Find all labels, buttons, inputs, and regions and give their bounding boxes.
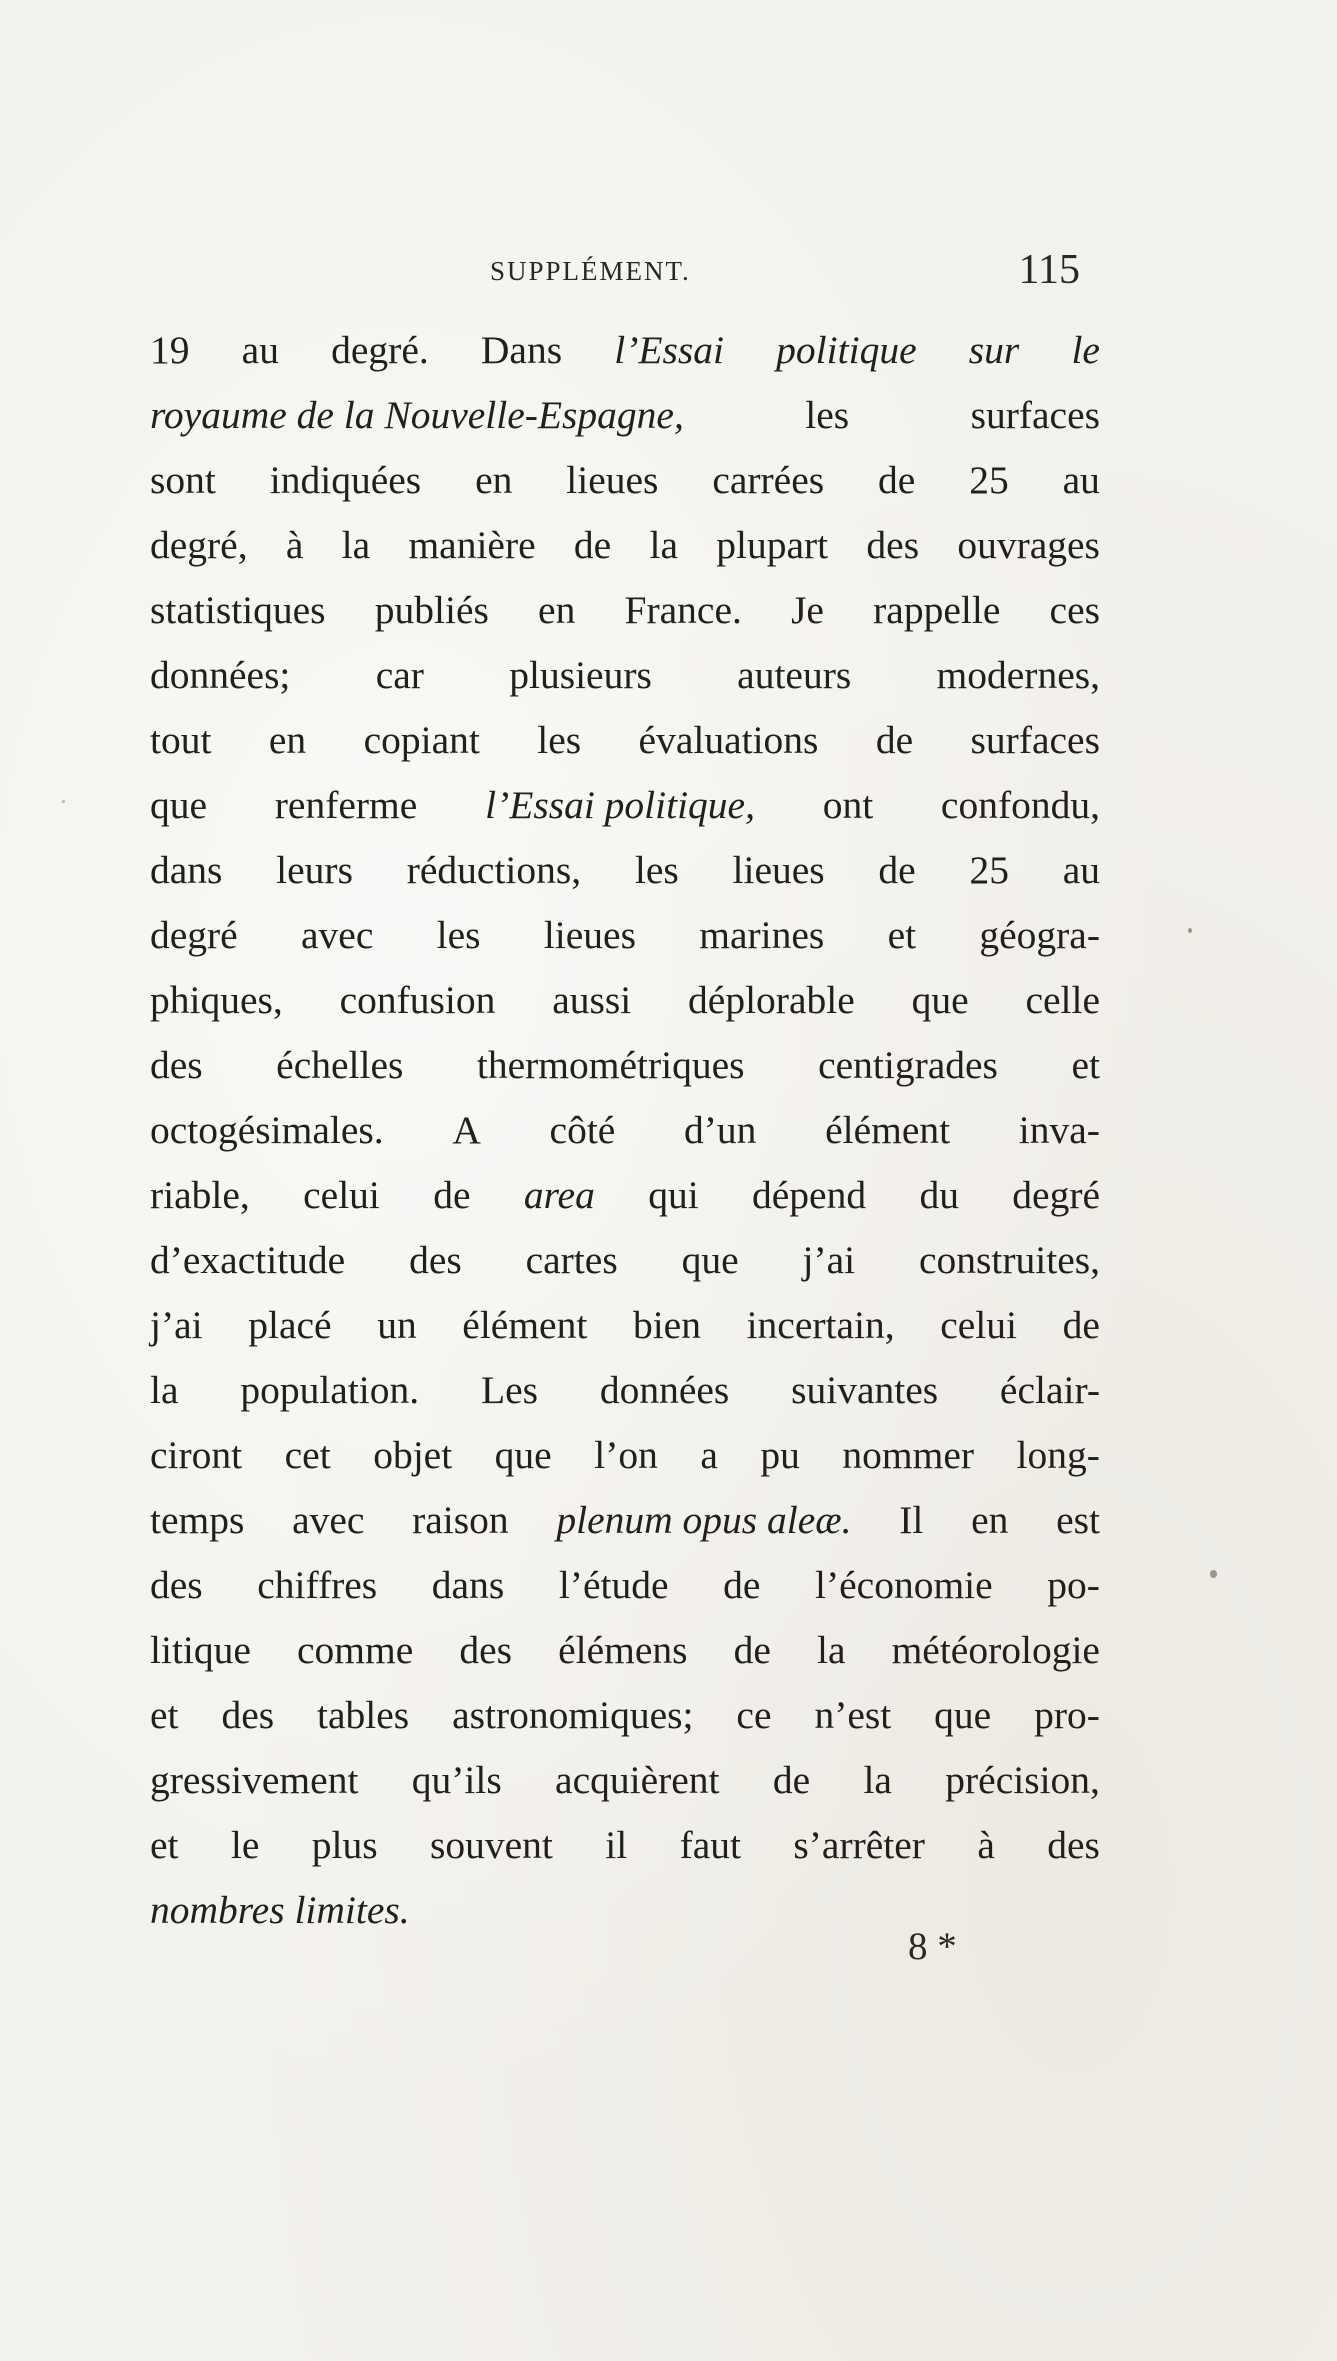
word: Les xyxy=(480,1368,539,1412)
word: dans xyxy=(150,848,223,892)
word: pu xyxy=(760,1433,800,1477)
word: l’étude xyxy=(558,1563,669,1607)
word: dépend xyxy=(752,1173,867,1217)
word: s’arrêter xyxy=(793,1823,925,1867)
word: élémens xyxy=(558,1628,688,1672)
word: modernes, xyxy=(936,653,1100,697)
word: que xyxy=(494,1433,552,1477)
word: placé xyxy=(248,1303,332,1347)
word: temps xyxy=(150,1498,245,1542)
word: po- xyxy=(1047,1563,1100,1607)
word: publiés xyxy=(374,588,489,632)
text-line xyxy=(150,643,1100,708)
word: de xyxy=(772,1758,811,1802)
word: que xyxy=(911,978,969,1022)
word: copiant xyxy=(363,718,480,762)
text-line xyxy=(150,1293,1100,1358)
word: Il xyxy=(899,1498,924,1542)
word: faut xyxy=(679,1823,742,1867)
word: que xyxy=(681,1238,739,1282)
word: déplorable xyxy=(688,978,855,1022)
word: de xyxy=(573,523,612,567)
word: chiffres xyxy=(257,1563,378,1607)
text-line xyxy=(150,1748,1100,1813)
word: n’est xyxy=(814,1693,892,1737)
text-line xyxy=(150,383,1100,448)
word: côté xyxy=(549,1108,616,1152)
word: phiques, xyxy=(150,978,283,1022)
word: A xyxy=(452,1108,481,1152)
word: inva- xyxy=(1018,1108,1100,1152)
word: que xyxy=(150,783,208,827)
word: pro- xyxy=(1034,1693,1100,1737)
word: le xyxy=(230,1823,260,1867)
word: les xyxy=(634,848,679,892)
word: les xyxy=(805,393,850,437)
word: des xyxy=(1047,1823,1100,1867)
word: de xyxy=(878,848,916,892)
page-number: 115 xyxy=(1018,247,1080,293)
word: données xyxy=(599,1368,730,1412)
text-line xyxy=(150,1098,1100,1163)
word: échelles xyxy=(276,1043,404,1087)
word: élément xyxy=(825,1108,951,1152)
word: tout xyxy=(150,718,212,762)
word: bien xyxy=(632,1303,701,1347)
word: nombres limites. xyxy=(150,1888,410,1932)
word: celui xyxy=(303,1173,380,1217)
word: objet xyxy=(373,1433,453,1477)
word: Dans xyxy=(480,328,563,372)
word: raison xyxy=(412,1498,509,1542)
word: lieues xyxy=(543,913,636,957)
word: rappelle xyxy=(873,588,1001,632)
word: le xyxy=(1071,328,1100,372)
word: suivantes xyxy=(791,1368,939,1412)
word: qui xyxy=(648,1173,699,1217)
word: France. xyxy=(624,588,742,632)
word: centigrades xyxy=(818,1043,998,1087)
word: et xyxy=(887,913,917,957)
text-line xyxy=(150,1228,1100,1293)
word: marines xyxy=(699,913,825,957)
word: confusion xyxy=(339,978,496,1022)
word: évaluations xyxy=(638,718,819,762)
word: area xyxy=(523,1173,595,1217)
word: et xyxy=(150,1693,179,1737)
paper-speck xyxy=(1210,1570,1217,1578)
word: la xyxy=(341,523,371,567)
word: d’exactitude xyxy=(150,1238,346,1282)
signature-mark: 8 * xyxy=(908,1925,957,1968)
text-line xyxy=(150,1813,1100,1878)
word: d’un xyxy=(684,1108,757,1152)
word: cet xyxy=(284,1433,331,1477)
word: Je xyxy=(791,588,824,632)
word: degré, xyxy=(150,523,248,567)
word: j’ai xyxy=(150,1303,203,1347)
word: celle xyxy=(1025,978,1100,1022)
word: en xyxy=(971,1498,1009,1542)
word: les xyxy=(537,718,582,762)
word: l’Essai politique, xyxy=(485,783,755,827)
body-text xyxy=(150,318,1100,1943)
word: confondu, xyxy=(940,783,1100,827)
word: surfaces xyxy=(970,393,1100,437)
word: de xyxy=(878,458,916,502)
word: précision, xyxy=(945,1758,1100,1802)
word: a xyxy=(700,1433,718,1477)
word: en xyxy=(475,458,513,502)
word: politique xyxy=(776,328,917,372)
word: des xyxy=(150,1043,203,1087)
page-header xyxy=(490,247,1080,302)
paper-speck xyxy=(1188,928,1192,933)
word: l’économie xyxy=(815,1563,993,1607)
word: de xyxy=(723,1563,761,1607)
word: incertain, xyxy=(746,1303,895,1347)
text-line xyxy=(150,968,1100,1033)
word: au xyxy=(1062,848,1100,892)
text-line xyxy=(150,773,1100,838)
word: souvent xyxy=(430,1823,553,1867)
word: avec xyxy=(292,1498,365,1542)
text-line xyxy=(150,1358,1100,1423)
text-line xyxy=(150,1423,1100,1488)
word: sur xyxy=(968,328,1020,372)
word: l’on xyxy=(594,1433,658,1477)
word: ouvrages xyxy=(957,523,1100,567)
word: il xyxy=(605,1823,628,1867)
text-line xyxy=(150,903,1100,968)
word: des xyxy=(459,1628,513,1672)
word: et xyxy=(150,1823,179,1867)
word: de xyxy=(733,1628,771,1672)
word: des xyxy=(221,1693,275,1737)
word: car xyxy=(375,653,424,697)
text-line xyxy=(150,578,1100,643)
word: 25 xyxy=(969,848,1009,892)
word: riable, xyxy=(150,1173,250,1217)
word: population. xyxy=(240,1368,420,1412)
word: qu’ils xyxy=(411,1758,502,1802)
word: que xyxy=(934,1693,992,1737)
word: de xyxy=(1062,1303,1100,1347)
word: 19 xyxy=(150,328,190,372)
word: ce xyxy=(736,1693,772,1737)
word: éclair- xyxy=(999,1368,1100,1412)
word: construites, xyxy=(918,1238,1100,1282)
word: plus xyxy=(311,1823,378,1867)
word: les xyxy=(436,913,481,957)
word: de xyxy=(433,1173,471,1217)
text-line xyxy=(150,318,1100,383)
word: en xyxy=(268,718,307,762)
word: acquièrent xyxy=(555,1758,720,1802)
word: la xyxy=(150,1368,179,1412)
word: cartes xyxy=(525,1238,618,1282)
word: j’ai xyxy=(802,1238,856,1282)
word: 25 xyxy=(969,458,1009,502)
text-line xyxy=(150,1878,1100,1943)
word: astronomiques; xyxy=(452,1693,694,1737)
word: thermométriques xyxy=(476,1043,745,1087)
word: des xyxy=(409,1238,462,1282)
word: réductions, xyxy=(406,848,582,892)
text-line xyxy=(150,513,1100,578)
word: lieues xyxy=(732,848,825,892)
word: la xyxy=(816,1628,846,1672)
word: comme xyxy=(297,1628,414,1672)
word: lieues xyxy=(566,458,659,502)
word: plusieurs xyxy=(509,653,652,697)
word: carrées xyxy=(712,458,825,502)
word: la xyxy=(863,1758,892,1802)
word: renferme xyxy=(274,783,418,827)
word: degré. xyxy=(331,328,429,372)
word: au xyxy=(1062,458,1100,502)
word: leurs xyxy=(276,848,353,892)
word: degré xyxy=(1012,1173,1100,1217)
word: avec xyxy=(301,913,374,957)
word: ciront xyxy=(150,1433,243,1477)
word: gressivement xyxy=(150,1758,359,1802)
text-line xyxy=(150,838,1100,903)
word: ces xyxy=(1049,588,1100,632)
word: sont xyxy=(150,458,216,502)
word: surfaces xyxy=(970,718,1100,762)
word: géogra- xyxy=(979,913,1100,957)
word: en xyxy=(538,588,576,632)
word: à xyxy=(977,1823,995,1867)
word: dans xyxy=(431,1563,505,1607)
text-line xyxy=(150,448,1100,513)
word: des xyxy=(866,523,920,567)
text-line xyxy=(150,1553,1100,1618)
word: plupart xyxy=(716,523,829,567)
text-line xyxy=(150,1618,1100,1683)
word: météorologie xyxy=(891,1628,1100,1672)
word: aussi xyxy=(552,978,632,1022)
word: degré xyxy=(150,913,238,957)
word: et xyxy=(1071,1043,1100,1087)
word: royaume de la Nouvelle-Espagne, xyxy=(150,393,684,437)
word: un xyxy=(377,1303,417,1347)
text-line xyxy=(150,1488,1100,1553)
word: litique xyxy=(150,1628,251,1672)
word: l’Essai xyxy=(614,328,724,372)
word: auteurs xyxy=(737,653,852,697)
word: de xyxy=(875,718,914,762)
text-line xyxy=(150,1683,1100,1748)
word: plenum opus aleæ. xyxy=(556,1498,852,1542)
word: tables xyxy=(317,1693,410,1737)
word: du xyxy=(919,1173,959,1217)
text-line xyxy=(150,1163,1100,1228)
word: des xyxy=(150,1563,203,1607)
word: statistiques xyxy=(150,588,326,632)
word: est xyxy=(1056,1498,1100,1542)
word: celui xyxy=(940,1303,1017,1347)
word: au xyxy=(241,328,279,372)
word: nommer xyxy=(842,1433,975,1477)
text-line xyxy=(150,1033,1100,1098)
word: manière xyxy=(408,523,536,567)
word: élément xyxy=(462,1303,588,1347)
word: ont xyxy=(822,783,874,827)
running-head: SUPPLÉMENT. xyxy=(490,256,691,286)
word: octogésimales. xyxy=(150,1108,384,1152)
text-line xyxy=(150,708,1100,773)
word: long- xyxy=(1016,1433,1100,1477)
word: la xyxy=(649,523,678,567)
paper-speck xyxy=(62,800,65,803)
word: indiquées xyxy=(269,458,422,502)
word: données; xyxy=(150,653,291,697)
word: à xyxy=(285,523,304,567)
